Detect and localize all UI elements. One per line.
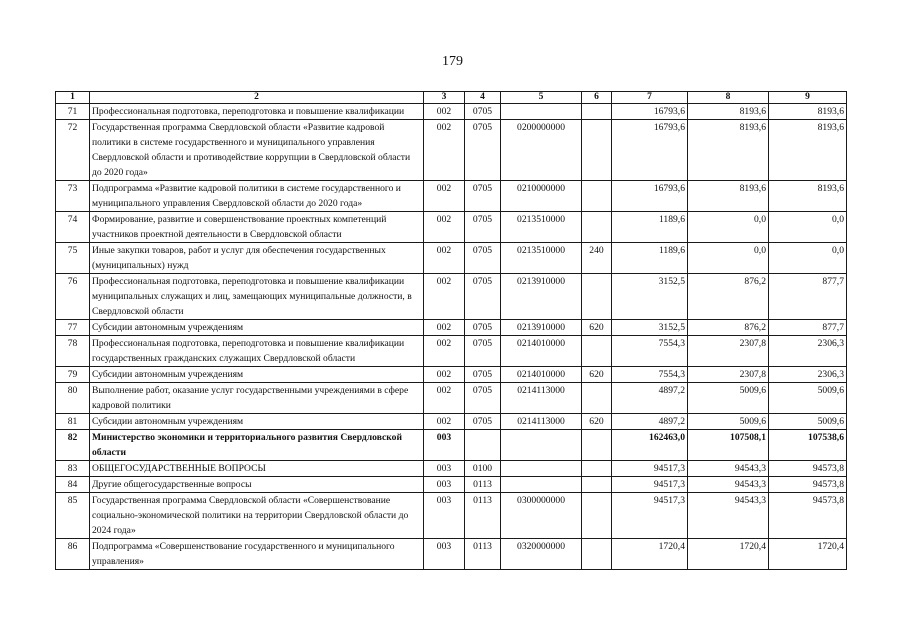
table-row [56, 212, 847, 243]
row-expense-type [582, 120, 612, 181]
header-col-8: 8 [688, 92, 769, 104]
table-row [56, 320, 847, 336]
row-amount-col8: 8193,6 [688, 181, 769, 212]
row-number: 80 [56, 383, 90, 414]
row-section-code: 0705 [465, 181, 501, 212]
row-target-code: 0213910000 [501, 274, 582, 320]
row-admin-code: 002 [424, 243, 465, 274]
table-header-row [56, 92, 847, 104]
header-col-2: 2 [90, 92, 424, 104]
row-section-code: 0113 [465, 477, 501, 493]
header-col-6: 6 [582, 92, 612, 104]
row-amount-col9: 8193,6 [769, 104, 847, 120]
table-row [56, 461, 847, 477]
row-amount-col7: 1720,4 [612, 539, 688, 570]
row-admin-code: 003 [424, 539, 465, 570]
row-admin-code: 002 [424, 104, 465, 120]
row-target-code: 0214010000 [501, 336, 582, 367]
header-col-3: 3 [424, 92, 465, 104]
row-expense-type [582, 104, 612, 120]
row-number: 83 [56, 461, 90, 477]
row-target-code: 0320000000 [501, 539, 582, 570]
row-section-code: 0705 [465, 243, 501, 274]
row-admin-code: 002 [424, 274, 465, 320]
row-amount-col7: 4897,2 [612, 414, 688, 430]
row-target-code: 0213910000 [501, 320, 582, 336]
row-admin-code: 002 [424, 120, 465, 181]
row-admin-code: 002 [424, 336, 465, 367]
row-target-code: 0214113000 [501, 383, 582, 414]
row-amount-col7: 162463,0 [612, 430, 688, 461]
row-name: Профессиональная подготовка, переподготовка и повышение квалификации [90, 104, 424, 120]
row-amount-col9: 5009,6 [769, 414, 847, 430]
row-number: 73 [56, 181, 90, 212]
row-number: 77 [56, 320, 90, 336]
row-section-code: 0705 [465, 320, 501, 336]
row-amount-col8: 94543,3 [688, 493, 769, 539]
row-amount-col8: 1720,4 [688, 539, 769, 570]
row-amount-col7: 16793,6 [612, 120, 688, 181]
row-expense-type [582, 493, 612, 539]
row-amount-col8: 94543,3 [688, 461, 769, 477]
header-col-5: 5 [501, 92, 582, 104]
row-section-code: 0705 [465, 367, 501, 383]
row-name: Подпрограмма «Развитие кадровой политики в системе государственного и муниципального управления Свердловской области до 2020 года» [90, 181, 424, 212]
row-amount-col9: 0,0 [769, 243, 847, 274]
row-name: Государственная программа Свердловской области «Совершенствование социально-экономической политики на территории Свердловской области до 2024 года» [90, 493, 424, 539]
row-target-code [501, 104, 582, 120]
table-row [56, 414, 847, 430]
row-number: 79 [56, 367, 90, 383]
row-name: Субсидии автономным учреждениям [90, 414, 424, 430]
row-admin-code: 003 [424, 493, 465, 539]
row-number: 85 [56, 493, 90, 539]
row-amount-col9: 0,0 [769, 212, 847, 243]
row-expense-type [582, 336, 612, 367]
row-amount-col8: 5009,6 [688, 383, 769, 414]
row-amount-col7: 94517,3 [612, 461, 688, 477]
row-number: 78 [56, 336, 90, 367]
row-amount-col8: 8193,6 [688, 104, 769, 120]
row-number: 84 [56, 477, 90, 493]
row-amount-col7: 3152,5 [612, 320, 688, 336]
table-row [56, 336, 847, 367]
row-target-code: 0210000000 [501, 181, 582, 212]
row-amount-col7: 7554,3 [612, 367, 688, 383]
page-number: 179 [442, 54, 463, 69]
row-name: Профессиональная подготовка, переподготовка и повышение квалификации государственных гражданских служащих Свердловской области [90, 336, 424, 367]
row-number: 86 [56, 539, 90, 570]
row-amount-col8: 107508,1 [688, 430, 769, 461]
row-name: Подпрограмма «Совершенствование государственного и муниципального управления» [90, 539, 424, 570]
row-number: 76 [56, 274, 90, 320]
row-number: 75 [56, 243, 90, 274]
row-number: 74 [56, 212, 90, 243]
row-amount-col7: 16793,6 [612, 104, 688, 120]
row-amount-col7: 4897,2 [612, 383, 688, 414]
row-section-code: 0705 [465, 212, 501, 243]
row-name: Иные закупки товаров, работ и услуг для обеспечения государственных (муниципальных) нужд [90, 243, 424, 274]
row-section-code: 0705 [465, 383, 501, 414]
row-admin-code: 002 [424, 414, 465, 430]
row-amount-col9: 94573,8 [769, 493, 847, 539]
table-row [56, 539, 847, 570]
row-amount-col7: 1189,6 [612, 212, 688, 243]
row-admin-code: 002 [424, 383, 465, 414]
table-row [56, 477, 847, 493]
row-expense-type [582, 181, 612, 212]
row-admin-code: 003 [424, 461, 465, 477]
row-section-code: 0705 [465, 104, 501, 120]
table-body [56, 104, 847, 570]
row-name: ОБЩЕГОСУДАРСТВЕННЫЕ ВОПРОСЫ [90, 461, 424, 477]
row-admin-code: 002 [424, 320, 465, 336]
row-amount-col8: 8193,6 [688, 120, 769, 181]
row-name: Министерство экономики и территориального развития Свердловской области [90, 430, 424, 461]
row-amount-col8: 2307,8 [688, 336, 769, 367]
row-amount-col7: 7554,3 [612, 336, 688, 367]
table-row [56, 120, 847, 181]
table-row [56, 181, 847, 212]
row-name: Формирование, развитие и совершенствование проектных компетенций участников проектной деятельности в Свердловской области [90, 212, 424, 243]
row-target-code [501, 430, 582, 461]
header-col-7: 7 [612, 92, 688, 104]
row-target-code: 0213510000 [501, 212, 582, 243]
row-section-code: 0113 [465, 493, 501, 539]
row-name: Субсидии автономным учреждениям [90, 367, 424, 383]
row-target-code: 0200000000 [501, 120, 582, 181]
header-col-9: 9 [769, 92, 847, 104]
row-target-code [501, 461, 582, 477]
row-amount-col9: 2306,3 [769, 367, 847, 383]
row-amount-col7: 94517,3 [612, 493, 688, 539]
row-target-code: 0214010000 [501, 367, 582, 383]
row-amount-col9: 1720,4 [769, 539, 847, 570]
row-amount-col7: 94517,3 [612, 477, 688, 493]
header-col-1: 1 [56, 92, 90, 104]
row-expense-type [582, 477, 612, 493]
row-number: 81 [56, 414, 90, 430]
budget-table [55, 91, 847, 570]
row-amount-col9: 877,7 [769, 274, 847, 320]
row-amount-col8: 5009,6 [688, 414, 769, 430]
row-admin-code: 003 [424, 430, 465, 461]
row-expense-type: 620 [582, 414, 612, 430]
row-expense-type [582, 212, 612, 243]
row-amount-col9: 2306,3 [769, 336, 847, 367]
row-expense-type: 240 [582, 243, 612, 274]
row-amount-col8: 0,0 [688, 243, 769, 274]
row-amount-col7: 1189,6 [612, 243, 688, 274]
table-row [56, 383, 847, 414]
row-expense-type: 620 [582, 320, 612, 336]
row-amount-col8: 876,2 [688, 320, 769, 336]
row-admin-code: 002 [424, 181, 465, 212]
row-target-code [501, 477, 582, 493]
row-expense-type [582, 383, 612, 414]
row-amount-col9: 877,7 [769, 320, 847, 336]
row-name: Профессиональная подготовка, переподготовка и повышение квалификации муниципальных служащих и лиц, замещающих муниципальные должности, в Свердловской области [90, 274, 424, 320]
row-amount-col8: 876,2 [688, 274, 769, 320]
row-number: 82 [56, 430, 90, 461]
row-expense-type [582, 274, 612, 320]
row-number: 72 [56, 120, 90, 181]
table-row [56, 367, 847, 383]
row-name: Субсидии автономным учреждениям [90, 320, 424, 336]
table-row [56, 493, 847, 539]
row-admin-code: 003 [424, 477, 465, 493]
table-row [56, 274, 847, 320]
row-amount-col9: 107538,6 [769, 430, 847, 461]
row-target-code: 0300000000 [501, 493, 582, 539]
row-amount-col8: 0,0 [688, 212, 769, 243]
row-expense-type: 620 [582, 367, 612, 383]
row-amount-col7: 16793,6 [612, 181, 688, 212]
table-row [56, 243, 847, 274]
row-section-code: 0705 [465, 414, 501, 430]
row-section-code [465, 430, 501, 461]
row-amount-col9: 94573,8 [769, 461, 847, 477]
row-admin-code: 002 [424, 367, 465, 383]
row-amount-col7: 3152,5 [612, 274, 688, 320]
row-number: 71 [56, 104, 90, 120]
row-name: Выполнение работ, оказание услуг государственными учреждениями в сфере кадровой политики [90, 383, 424, 414]
row-section-code: 0113 [465, 539, 501, 570]
row-amount-col9: 8193,6 [769, 181, 847, 212]
table-row [56, 430, 847, 461]
row-name: Государственная программа Свердловской области «Развитие кадровой политики в системе государственного и муниципального управления Свердловской области и противодействие коррупции в Свердловской области до 2020 года» [90, 120, 424, 181]
row-section-code: 0100 [465, 461, 501, 477]
row-target-code: 0214113000 [501, 414, 582, 430]
row-amount-col9: 5009,6 [769, 383, 847, 414]
row-target-code: 0213510000 [501, 243, 582, 274]
row-expense-type [582, 539, 612, 570]
row-amount-col8: 94543,3 [688, 477, 769, 493]
row-section-code: 0705 [465, 274, 501, 320]
row-admin-code: 002 [424, 212, 465, 243]
row-section-code: 0705 [465, 336, 501, 367]
row-amount-col9: 94573,8 [769, 477, 847, 493]
row-section-code: 0705 [465, 120, 501, 181]
row-amount-col9: 8193,6 [769, 120, 847, 181]
row-expense-type [582, 430, 612, 461]
row-name: Другие общегосударственные вопросы [90, 477, 424, 493]
header-col-4: 4 [465, 92, 501, 104]
row-amount-col8: 2307,8 [688, 367, 769, 383]
row-expense-type [582, 461, 612, 477]
table-row [56, 104, 847, 120]
